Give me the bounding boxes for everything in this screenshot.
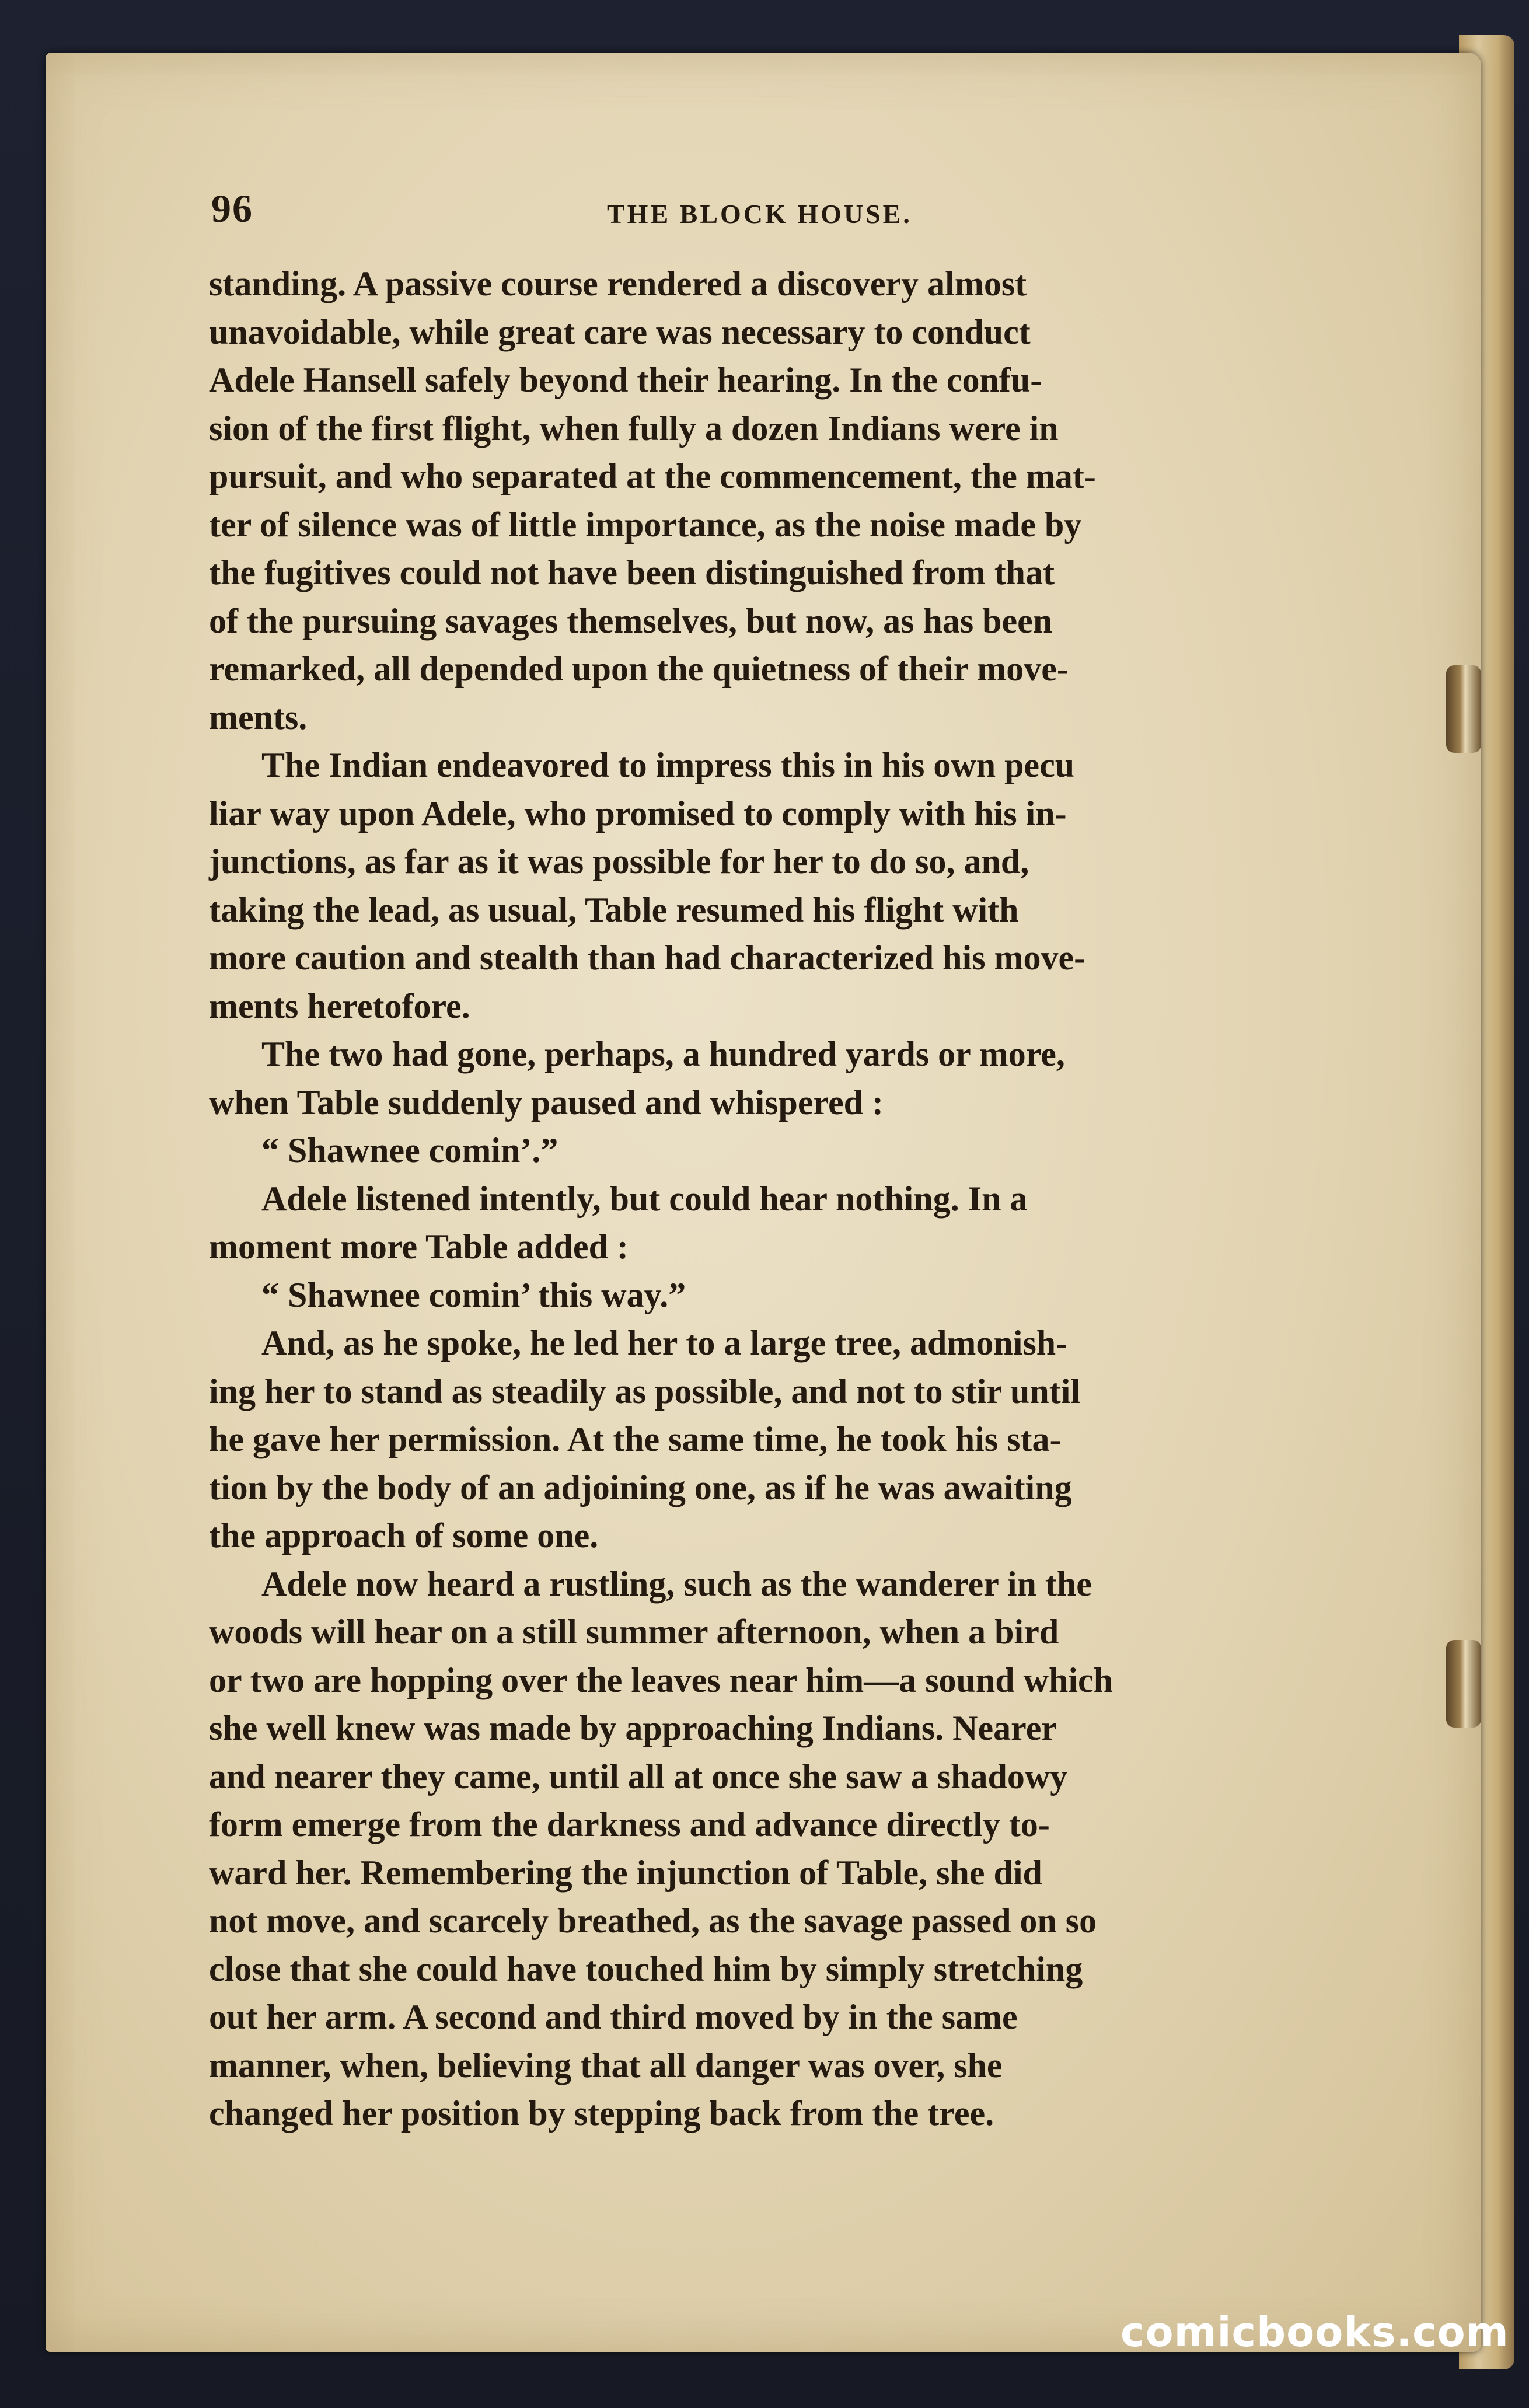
text-line: unavoidable, while great care was necessary to conduct bbox=[209, 312, 1031, 351]
text-line: woods will hear on a still summer afternoon, when a bird bbox=[209, 1613, 1059, 1651]
text-line: taking the lead, as usual, Table resumed his flight with bbox=[209, 890, 1019, 929]
text-line: standing. A passive course rendered a discovery almost bbox=[209, 264, 1027, 303]
text-line: tion by the body of an adjoining one, as if he was awaiting bbox=[209, 1468, 1072, 1507]
text-line: changed her position by stepping back from the tree. bbox=[209, 2094, 994, 2133]
text-line: the fugitives could not have been distinguished from that bbox=[209, 553, 1055, 592]
text-line: out her arm. A second and third moved by in the same bbox=[209, 1998, 1018, 2036]
paragraph-first-line: The two had gone, perhaps, a hundred yards or more, bbox=[261, 1035, 1065, 1073]
text-line: moment more Table added : bbox=[209, 1227, 629, 1266]
paragraph-first-line: Adele now heard a rustling, such as the wanderer in the bbox=[261, 1564, 1092, 1603]
text-line: form emerge from the darkness and advance directly to- bbox=[209, 1805, 1050, 1844]
text-line: liar way upon Adele, who promised to comply with his in- bbox=[209, 794, 1067, 833]
text-line: ing her to stand as steadily as possible, and not to stir until bbox=[209, 1371, 1081, 1411]
text-line: he gave her permission. At the same time, he took his sta- bbox=[209, 1420, 1062, 1458]
text-line: the approach of some one. bbox=[209, 1516, 599, 1555]
binding-stitch bbox=[1446, 665, 1481, 753]
body-text bbox=[209, 260, 1318, 2138]
text-line: she well knew was made by approaching Indians. Nearer bbox=[209, 1709, 1057, 1747]
watermark-text: comicbooks.com bbox=[1120, 2308, 1509, 2356]
paragraph-first-line: Adele listened intently, but could hear nothing. In a bbox=[261, 1179, 1028, 1218]
text-line: remarked, all depended upon the quietness of their move- bbox=[209, 650, 1069, 688]
text-line: ments. bbox=[209, 697, 308, 737]
dialogue-line: “ Shawnee comin’.” bbox=[261, 1131, 558, 1170]
text-line: or two are hopping over the leaves near him—a sound which bbox=[209, 1660, 1113, 1699]
text-line: ward her. Remembering the injunction of Table, she did bbox=[209, 1853, 1042, 1892]
text-line: more caution and stealth than had characterized his move- bbox=[209, 938, 1086, 977]
page-number: 96 bbox=[211, 186, 253, 231]
text-line: junctions, as far as it was possible for her to do so, and, bbox=[209, 842, 1029, 881]
paragraph-first-line: The Indian endeavored to impress this in his own pecu bbox=[261, 746, 1075, 784]
text-line: when Table suddenly paused and whispered : bbox=[209, 1083, 884, 1122]
text-line: ments heretofore. bbox=[209, 986, 470, 1025]
binding-stitch bbox=[1446, 1640, 1481, 1728]
text-line: manner, when, believing that all danger was over, she bbox=[209, 2046, 1003, 2085]
text-line: of the pursuing savages themselves, but now, as has been bbox=[209, 601, 1053, 640]
paragraph-first-line: And, as he spoke, he led her to a large tree, admonish- bbox=[261, 1324, 1068, 1362]
text-line: and nearer they came, until all at once she saw a shadowy bbox=[209, 1757, 1068, 1796]
text-line: close that she could have touched him by simply stretching bbox=[209, 1949, 1083, 1988]
text-line: sion of the first flight, when fully a dozen Indians were in bbox=[209, 409, 1059, 448]
dialogue-line: “ Shawnee comin’ this way.” bbox=[261, 1275, 686, 1314]
text-line: not move, and scarcely breathed, as the savage passed on so bbox=[209, 1901, 1097, 1940]
text-line: Adele Hansell safely beyond their hearing. In the confu- bbox=[209, 361, 1042, 399]
text-line: ter of silence was of little importance, as the noise made by bbox=[209, 505, 1082, 544]
running-title: THE BLOCK HOUSE. bbox=[607, 199, 912, 229]
text-line: pursuit, and who separated at the commencement, the mat- bbox=[209, 457, 1096, 495]
